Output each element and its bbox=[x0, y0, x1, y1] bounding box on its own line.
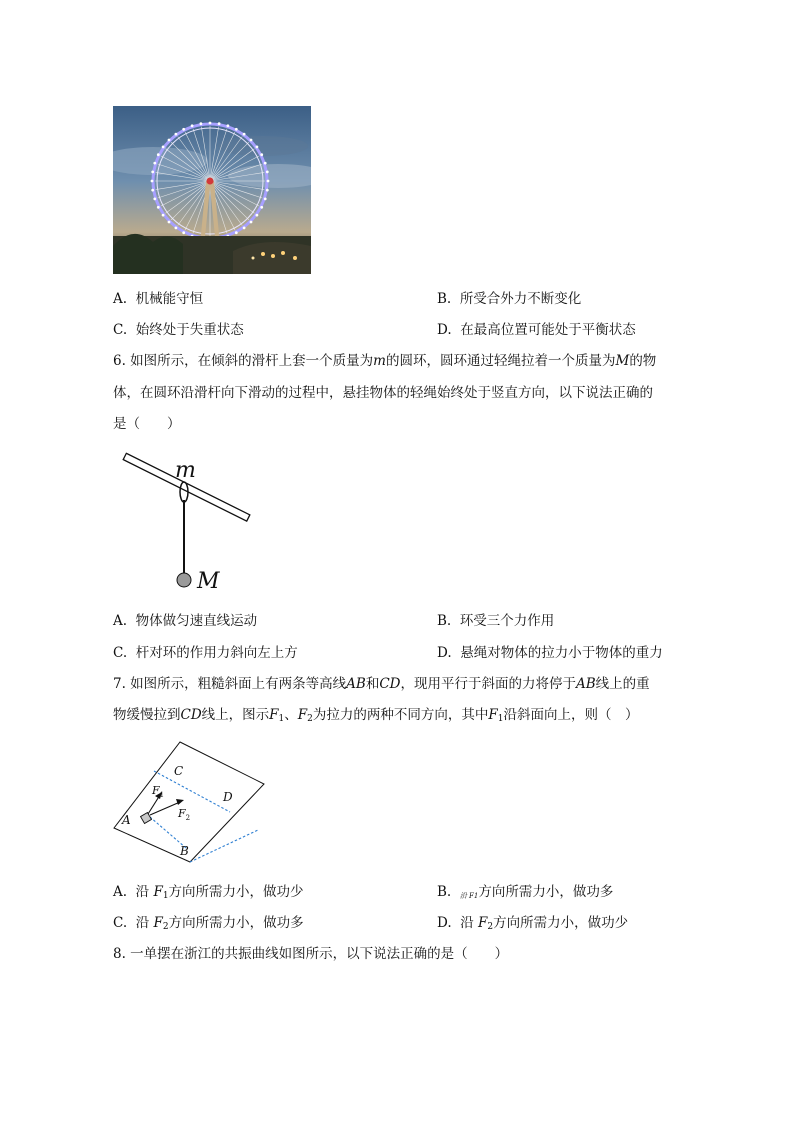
mass-label-M: M bbox=[197, 569, 220, 594]
incline-plane bbox=[114, 742, 264, 862]
q7-stem-line-2: 物缓慢拉到CD线上，图示$F_1$、$F_2$为拉力的两种不同方向，其中$F_1$沿斜面向上，则（ ） bbox=[113, 707, 639, 724]
q8-stem-line-1: 8. 一单摆在浙江的共振曲线如图所示，以下说法正确的是（ ） bbox=[113, 946, 509, 962]
q7-option-d: D. 沿 $F_2$方向所需力小，做功少 bbox=[437, 915, 629, 932]
q7-option-a: A. 沿 $F_1$方向所需力小，做功少 bbox=[113, 884, 304, 901]
q6-stem-line-2: 体，在圆环沿滑杆向下滑动的过程中，悬挂物体的轻绳始终处于竖直方向，以下说法正确的 bbox=[113, 385, 653, 401]
q6-option-d: D. 悬绳对物体的拉力小于物体的重力 bbox=[437, 645, 663, 661]
label-f1: $F_1$ bbox=[152, 784, 165, 799]
q6-figure-rod-ring bbox=[113, 448, 258, 598]
q6-stem-line-3: 是（ ） bbox=[113, 416, 181, 432]
q7-option-b: B. 沿 F1方向所需力小，做功多 bbox=[437, 884, 614, 900]
q6-stem-line-1: 6. 如图所示，在倾斜的滑杆上套一个质量为m的圆环，圆环通过轻绳拉着一个质量为M的物 bbox=[113, 353, 657, 369]
label-f2: $F_2$ bbox=[178, 807, 191, 822]
q7-option-c: C. 沿 $F_2$方向所需力小，做功多 bbox=[113, 915, 304, 932]
label-c: C bbox=[174, 764, 184, 778]
q5-option-d: D. 在最高位置可能处于平衡状态 bbox=[437, 322, 636, 338]
label-a: A bbox=[122, 813, 131, 827]
mass-ball bbox=[177, 573, 191, 587]
q6-option-a: A. 物体做匀速直线运动 bbox=[113, 613, 258, 629]
q5-option-b: B. 所受合外力不断变化 bbox=[437, 291, 582, 307]
ring-label-m: m bbox=[175, 458, 196, 483]
ferris-wheel-photo bbox=[113, 106, 311, 274]
q7-figure-incline bbox=[110, 738, 270, 868]
label-d: D bbox=[223, 790, 233, 804]
q5-option-c: C. 始终处于失重状态 bbox=[113, 322, 244, 338]
q7-stem-line-1: 7. 如图所示，粗糙斜面上有两条等高线AB和CD，现用平行于斜面的力将停于AB线上的重 bbox=[113, 676, 650, 692]
q6-option-c: C. 杆对环的作用力斜向左上方 bbox=[113, 645, 298, 661]
q5-option-a: A. 机械能守恒 bbox=[113, 291, 204, 307]
q6-option-b: B. 环受三个力作用 bbox=[437, 613, 555, 629]
label-b: B bbox=[180, 844, 189, 858]
